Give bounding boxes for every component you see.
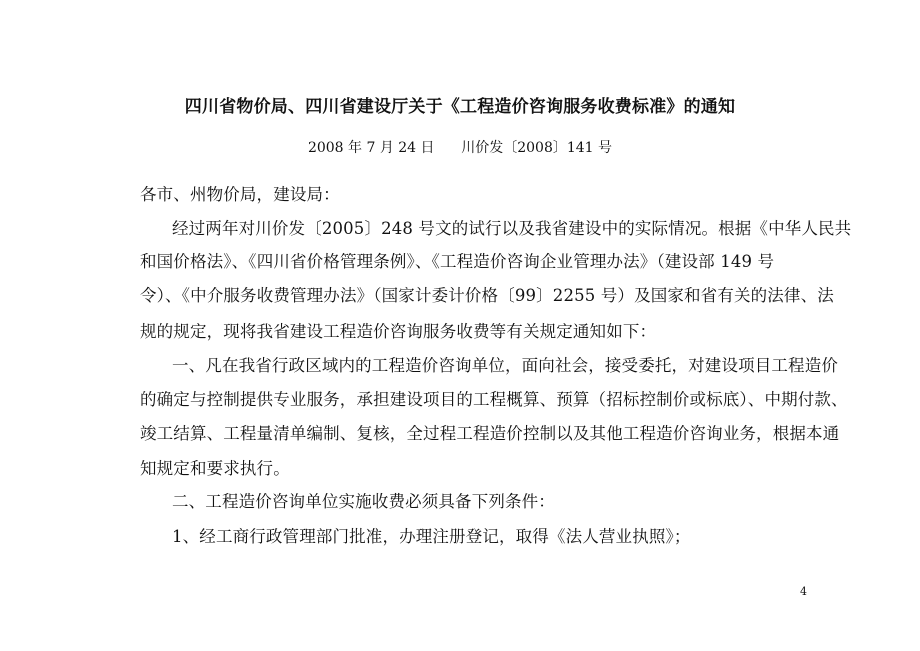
paragraph-line: 规的规定，现将我省建设工程造价咨询服务收费等有关规定通知如下： [140,322,657,341]
paragraph-line: 知规定和要求执行。 [140,459,290,478]
paragraph-line: 的确定与控制提供专业服务，承担建设项目的工程概算、预算（招标控制价或标底）、中期付款、 [140,390,848,409]
paragraph-line: 和国价格法》、《四川省价格管理条例》、《工程造价咨询企业管理办法》（建设部 149 号 [140,252,775,271]
paragraph-line: 竣工结算、工程量清单编制、复核，全过程工程造价控制以及其他工程造价咨询业务，根据本通 [140,424,840,443]
page-number: 4 [800,585,807,598]
section-heading: 二、工程造价咨询单位实施收费必须具备下列条件： [172,492,555,511]
list-item: 1、经工商行政管理部门批准，办理注册登记，取得《法人营业执照》； [172,527,691,546]
paragraph-line: 一、凡在我省行政区域内的工程造价咨询单位，面向社会，接受委托，对建设项目工程造价 [172,356,838,375]
document-date-and-number: 2008 年 7 月 24 日 川价发〔2008〕141 号 [307,140,613,156]
paragraph-line: 经过两年对川价发〔2005〕248 号文的试行以及我省建设中的实际情况。根据《中华人民共 [172,219,852,238]
paragraph-line: 令）、《中介服务收费管理办法》（国家计委计价格〔99〕2255 号）及国家和省有关的法律、法 [140,286,834,305]
salutation: 各市、州物价局，建设局： [140,185,340,204]
document-title: 四川省物价局、四川省建设厅关于《工程造价咨询服务收费标准》的通知 [184,97,736,117]
